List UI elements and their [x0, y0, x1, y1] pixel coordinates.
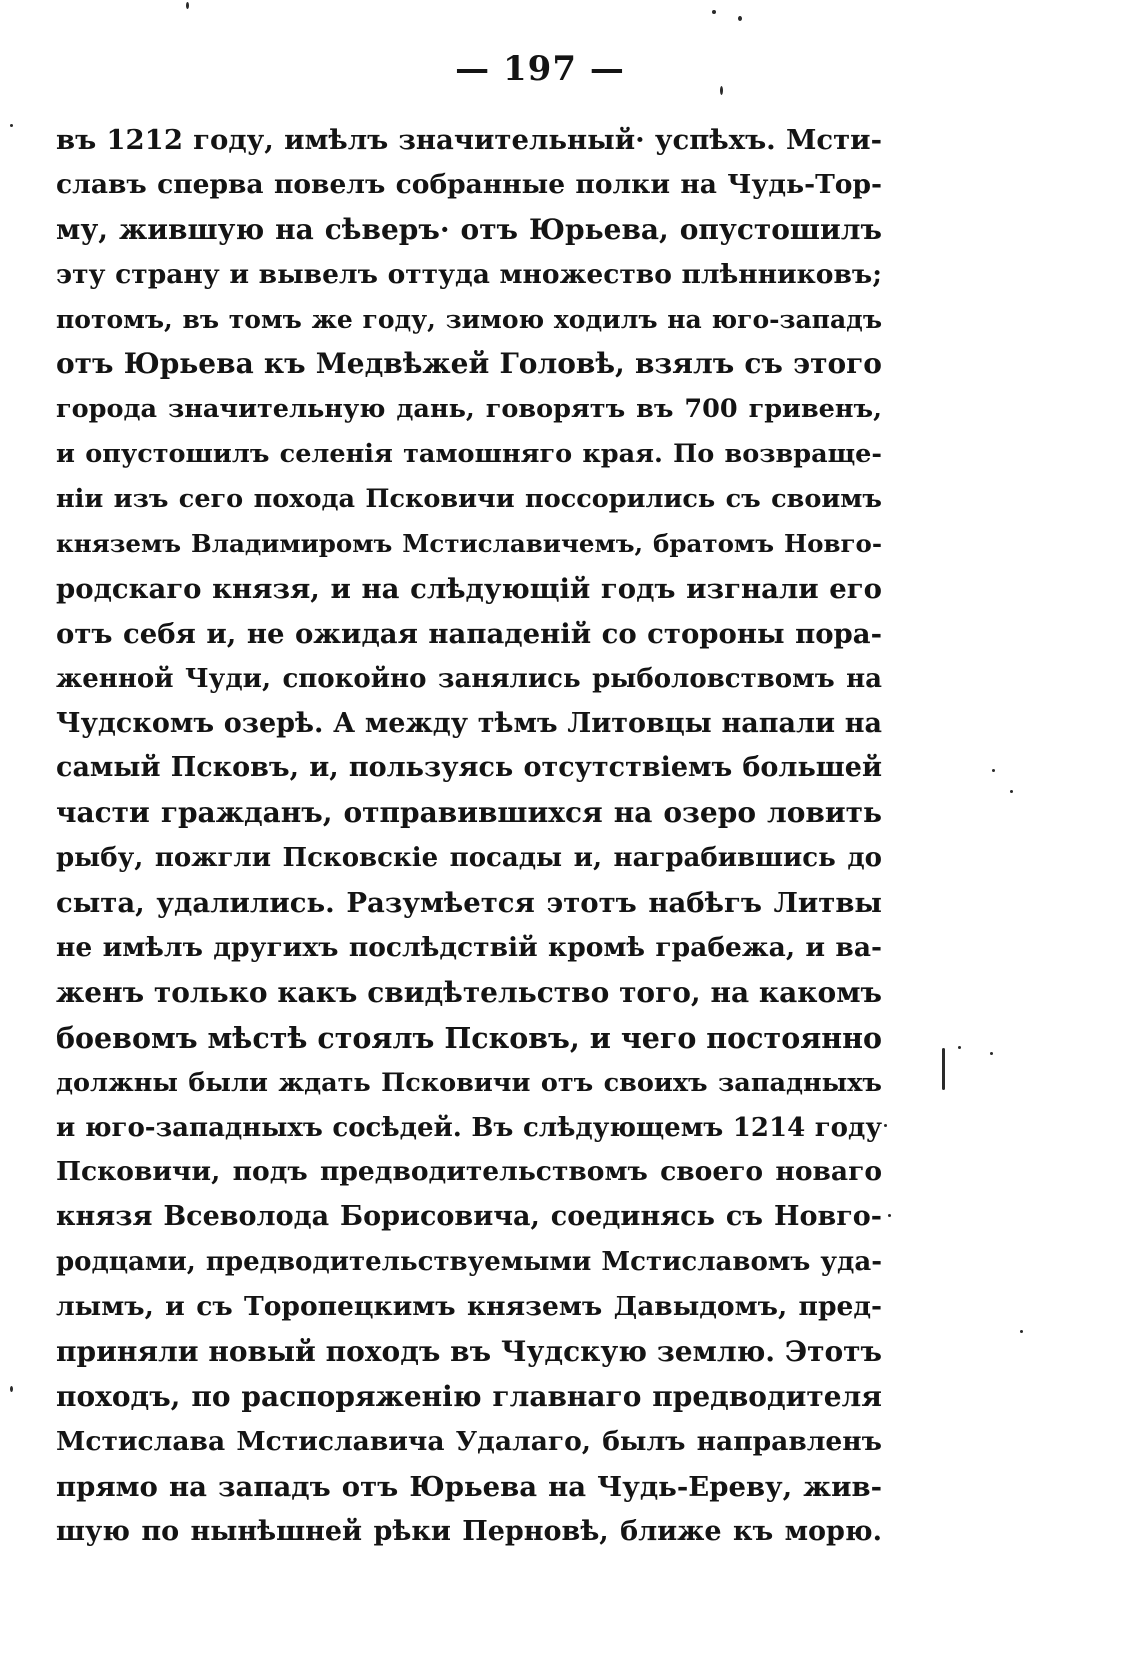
scan-speck	[888, 1214, 891, 1217]
text-line: Псковичи, подъ предводительствомъ своего новаго	[56, 1156, 882, 1188]
text-line: въ 1212 году, имѣлъ значительный· успѣхъ. Мсти-	[56, 124, 882, 156]
text-line: родцами, предводительствуемыми Мстиславомъ уда-	[56, 1247, 882, 1278]
text-line: эту страну и вывелъ оттуда множество плѣнниковъ;	[56, 258, 882, 290]
text-line: боевомъ мѣстѣ стоялъ Псковъ, и чего постоянно	[56, 1020, 882, 1055]
text-line: Мстислава Мстиславича Удалаго, былъ направленъ	[56, 1425, 882, 1457]
text-line: прямо на западъ отъ Юрьева на Чудь-Ереву, жив-	[56, 1470, 882, 1503]
scan-speck	[186, 2, 189, 9]
text-line: не имѣлъ другихъ послѣдствій кромѣ грабежа, и ва-	[56, 932, 882, 964]
text-line: сыта, удалились. Разумѣется этотъ набѣгъ Литвы	[56, 887, 882, 920]
body-text	[56, 118, 882, 1555]
text-line: должны были ждать Псковичи отъ своихъ западныхъ	[56, 1067, 882, 1098]
scan-speck	[990, 1052, 993, 1055]
text-line: приняли новый походъ въ Чудскую землю. Этотъ	[56, 1335, 882, 1369]
text-line: женной Чуди, спокойно занялись рыболовствомъ на	[56, 663, 882, 694]
text-line: лымъ, и съ Торопецкимъ княземъ Давыдомъ, пред-	[56, 1291, 882, 1323]
text-line: отъ Юрьева къ Медвѣжей Головѣ, взялъ съ этого	[56, 347, 882, 381]
scan-speck	[712, 10, 716, 14]
text-line: потомъ, въ томъ же году, зимою ходилъ на юго-западъ	[56, 304, 882, 334]
page-number: — 197 —	[455, 49, 625, 89]
text-line: и опустошилъ селенія тамошняго края. По возвраще-	[56, 439, 882, 470]
scan-speck	[10, 1386, 13, 1392]
scan-speck	[1020, 1330, 1023, 1333]
text-line: му, жившую на сѣверъ· отъ Юрьева, опустошилъ	[56, 212, 882, 246]
scan-speck	[720, 86, 723, 95]
text-line: города значительную дань, говорятъ въ 700 гривенъ,	[56, 394, 882, 425]
scan-speck	[884, 1124, 887, 1127]
text-line: походъ, по распоряженію главнаго предводителя	[56, 1379, 882, 1413]
text-line: самый Псковъ, и, пользуясь отсутствіемъ большей	[56, 752, 882, 784]
scan-speck	[10, 124, 13, 127]
scan-speck	[1010, 790, 1013, 793]
text-line: женъ только какъ свидѣтельство того, на какомъ	[56, 975, 882, 1009]
text-line: князя Всеволода Борисовича, соединясь съ Новго-	[56, 1201, 882, 1233]
text-line: рыбу, пожгли Псковскіе посады и, награбившись до	[56, 843, 882, 874]
scan-speck	[958, 1046, 961, 1049]
text-line: отъ себя и, не ожидая нападеній со стороны пора-	[56, 617, 882, 650]
text-line: Чудскомъ озерѣ. А между тѣмъ Литовцы напали на	[56, 707, 882, 739]
text-line: части гражданъ, отправившихся на озеро ловить	[56, 796, 882, 830]
scan-speck	[992, 769, 995, 772]
text-line: княземъ Владимиромъ Мстиславичемъ, братомъ Новго-	[56, 529, 882, 559]
scan-speck	[942, 1048, 945, 1090]
text-line: шую по нынѣшней рѣки Перновѣ, ближе къ морю.	[56, 1515, 882, 1547]
text-line: ніи изъ сего похода Псковичи поссорились съ своимъ	[56, 484, 882, 515]
text-line: славъ сперва повелъ собранные полки на Чудь-Тор-	[56, 168, 882, 200]
text-line: родскаго князя, и на слѣдующій годъ изгнали его	[56, 572, 882, 605]
scan-speck	[738, 16, 742, 21]
text-line: и юго-западныхъ сосѣдей. Въ слѣдующемъ 1214 году	[56, 1112, 882, 1143]
